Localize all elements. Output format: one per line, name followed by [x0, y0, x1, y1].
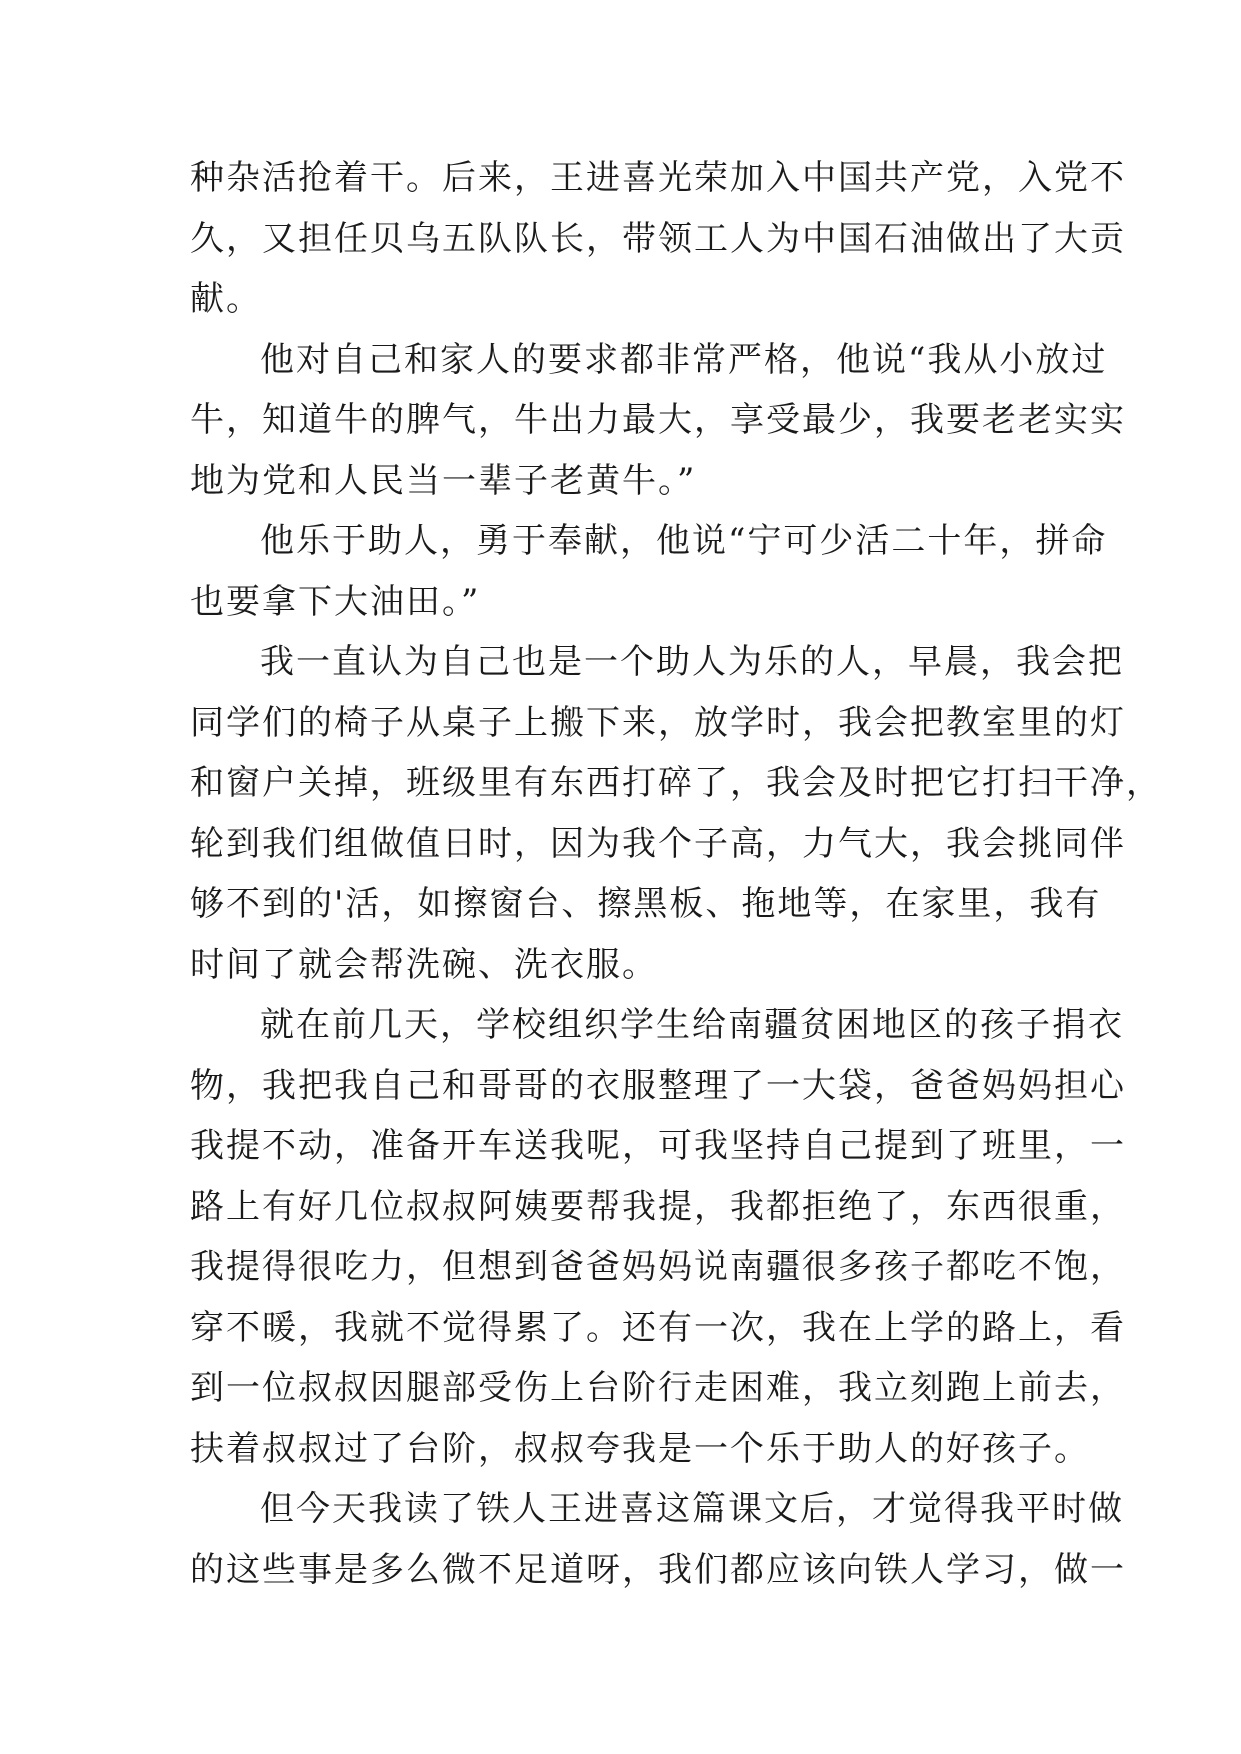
text-line: 够不到的'活，如擦窗台、擦黑板、拖地等，在家里，我有 — [190, 884, 1102, 924]
text-line: 我提不动，准备开车送我呢，可我坚持自己提到了班里，一 — [190, 1126, 1126, 1166]
text-line: 物，我把我自己和哥哥的衣服整理了一大袋，爸爸妈妈担心 — [190, 1065, 1126, 1106]
text-line: 种杂活抢着干。后来，王进喜光荣加入中国共产党，入党不 — [190, 158, 1126, 198]
text-line: 我提得很吃力，但想到爸爸妈妈说南疆很多孩子都吃不饱， — [190, 1247, 1126, 1287]
text-line: 穿不暖，我就不觉得累了。还有一次，我在上学的路上，看 — [190, 1307, 1126, 1348]
text-line: 牛，知道牛的脾气，牛出力最大，享受最少，我要老老实实 — [190, 400, 1126, 440]
text-line: 献。 — [190, 279, 262, 319]
text-line: 扶着叔叔过了台阶，叔叔夸我是一个乐于助人的好孩子。 — [190, 1428, 1090, 1469]
text-line: 同学们的椅子从桌子上搬下来，放学时，我会把教室里的灯 — [190, 702, 1126, 743]
text-line: 路上有好几位叔叔阿姨要帮我提，我都拒绝了，东西很重， — [190, 1186, 1126, 1227]
text-line: 地为党和人民当一辈子老黄牛。” — [190, 460, 697, 501]
text-line: 轮到我们组做值日时，因为我个子高，力气大，我会挑同伴 — [190, 823, 1126, 864]
text-line: 和窗户关掉，班级里有东西打碎了，我会及时把它打扫干净， — [190, 763, 1162, 803]
text-line: 时间了就会帮洗碗、洗衣服。 — [190, 944, 658, 985]
essay-body — [190, 148, 1162, 1600]
paragraph-first-line: 他乐于助人，勇于奉献，他说“宁可少活二十年，拼命 — [260, 521, 1108, 561]
paragraph-first-line: 他对自己和家人的要求都非常严格，他说“我从小放过 — [260, 339, 1108, 380]
text-line: 久，又担任贝乌五队队长，带领工人为中国石油做出了大贡 — [190, 218, 1126, 259]
text-line: 的这些事是多么微不足道呀，我们都应该向铁人学习，做一 — [190, 1549, 1126, 1590]
paragraph-first-line: 就在前几天，学校组织学生给南疆贫困地区的孩子捐衣 — [260, 1005, 1124, 1045]
text-line: 也要拿下大油田。” — [190, 581, 481, 622]
paragraph-first-line: 但今天我读了铁人王进喜这篇课文后，才觉得我平时做 — [260, 1489, 1124, 1529]
paragraph-first-line: 我一直认为自己也是一个助人为乐的人，早晨，我会把 — [260, 642, 1124, 682]
text-line: 到一位叔叔因腿部受伤上台阶行走困难，我立刻跑上前去， — [190, 1368, 1126, 1408]
